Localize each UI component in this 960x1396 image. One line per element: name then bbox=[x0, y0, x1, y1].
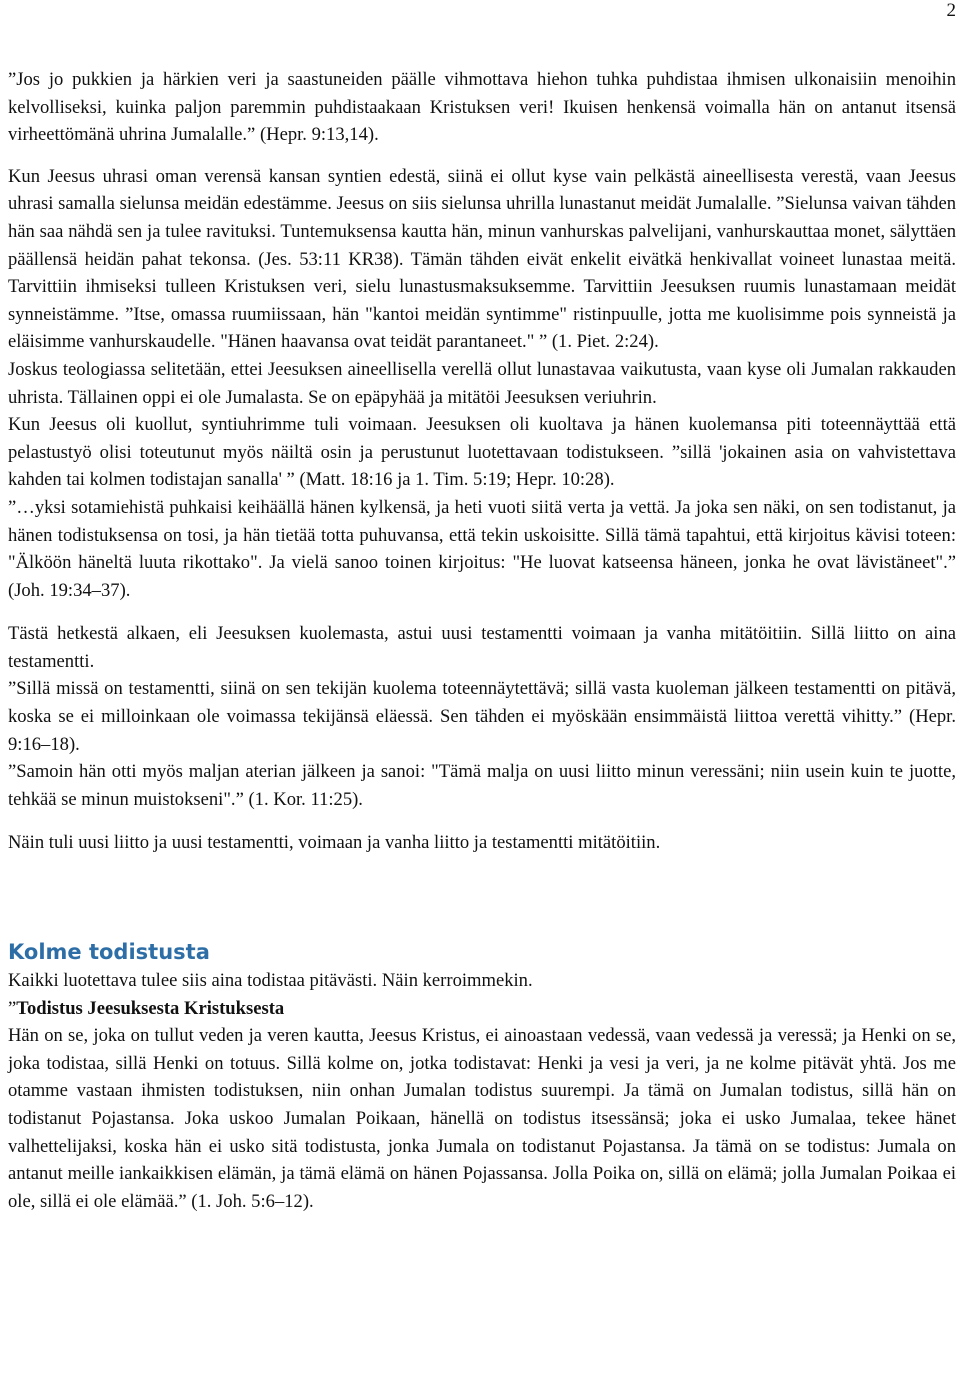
page-number: 2 bbox=[946, 0, 956, 21]
document-body bbox=[8, 66, 956, 1215]
paragraph-john-quote: ”…yksi sotamiehistä puhkaisi keihäällä hänen kylkensä, ja heti vuoti siitä verta ja vettä. Ja joka sen näki, on sen todistanut, ja hänen todistuksensa on tosi, ja hän tietää totta puhuvansa, että tekin uskoisitte. Sillä tämä tapahtui, että kirjoitus kävisi toteen: "Älköön häneltä luuta rikottako". Ja vielä sanoo toinen kirjoitus: "He luovat katseensa häneen, jonka he ovat lävistäneet".” (Joh. 19:34–37). bbox=[8, 496, 956, 601]
subheading-line bbox=[8, 995, 956, 1023]
paragraph-hebrews-quote: ”Jos jo pukkien ja härkien veri ja saastuneiden päälle vihmottava hiehon tuhka puhdistaa ihmisen ulkonaisiin menoihin kelvolliseksi, kuinka paljon paremmin puhdistaakaan Kristuksen veri! Ikuisen henkensä voimalla hän on antanut itsensä virheettömänä uhrina Jumalalle.” (Hepr. 9:13,14). bbox=[8, 69, 956, 146]
paragraph-death: Kun Jeesus oli kuollut, syntiuhrimme tuli voimaan. Jeesuksen oli kuoltava ja hänen kuolemansa piti toteennäyttää että pelastustyö olisi toteutunut myös näiltä osin ja perustunut luotettavaan todistukseen. ”sillä 'jokainen asia on vahvistettava kahden tai kolmen todistajan sanalla' ” (Matt. 18:16 ja 1. Tim. 5:19; Hepr. 10:28). bbox=[8, 414, 956, 491]
paragraph-sacrifice: Kun Jeesus uhrasi oman verensä kansan syntien edestä, siinä ei ollut kyse vain pelkästä aineellisesta verestä, vaan Jeesus uhrasi samalla sielunsa meidän edestämme. Jeesus on siis sielunsa uhrilla lunastanut meidät Jumalalle. ”Sielunsa vaivan tähden hän saa nähdä sen ja tulee ravituksi. Tuntemuksensa kautta hän, minun vanhurskas palvelijani, vanhurskauttaa monet, sälyttäen päällensä heidän pahat tekonsa. (Jes. 53:11 KR38). Tämän tähden eivät enkelit eivätkä henkivallat voineet lunastaa meitä. Tarvittiin ihmiseksi tulleen Kristuksen veri, sielu lunastusmaksuksemme. Tarvittiin Jeesuksen ruumis lunastamaan meidät synneistämme. ”Itse, omassa ruumiissaan, hän "kantoi meidän syntimme" ristinpuulle, jotta me kuolisimme pois synneistä ja eläisimme vanhurskaudelle. "Hänen haavansa ovat teidät parantaneet." ” (1. Piet. 2:24). bbox=[8, 165, 956, 353]
section-body: Hän on se, joka on tullut veden ja veren kautta, Jeesus Kristus, ei ainoastaan vedessä, vaan vedessä ja veressä; ja Henki on se, joka todistaa, sillä Henki on totuus. Sillä kolme on, jotka todistavat: Henki ja vesi ja veri, ja ne kolme pitävät yhtä. Jos me otamme vastaan ihmisten todistuksen, niin onhan Jumalan todistus suurempi. Ja tämä on Jumalan todistus, sillä hän on todistanut Pojastansa. Joka uskoo Jumalan Poikaan, hänellä on todistus itsessänsä; joka ei usko Jumalaa, tekee hänet valhettelijaksi, koska hän ei usko sitä todistusta, jonka Jumala on todistanut Pojastansa. Ja tämä on se todistus: Jumala on antanut meille iankaikkisen elämän, ja tämä elämä on hänen Pojassansa. Jolla Poika on, sillä on elämä; jolla Jumalan Poikaa ei ole, sillä ei ole elämää.” (1. Joh. 5:6–12). bbox=[8, 1025, 956, 1212]
section-heading: Kolme todistusta bbox=[8, 940, 210, 965]
paragraph-hebrews-testament: ”Sillä missä on testamentti, siinä on sen tekijän kuolema toteennäytettävä; sillä vasta kuoleman jälkeen testamentti on pitävä, koska se ei milloinkaan ole voimassa tekijänsä eläessä. Sen tähden ei myöskään ensimmäistä liittoa verettä vihitty.” (Hepr. 9:16–18). bbox=[8, 678, 956, 755]
paragraph-corinthians: ”Samoin hän otti myös maljan aterian jälkeen ja sanoi: "Tämä malja on uusi liitto minun veressäni; niin usein kuin te juotte, tehkää se minun muistokseni".” (1. Kor. 11:25). bbox=[8, 761, 956, 810]
subheading-quote-mark: ” bbox=[8, 997, 17, 1019]
section-intro: Kaikki luotettava tulee siis aina todistaa pitävästi. Näin kerroimmekin. bbox=[8, 970, 533, 992]
paragraph-theology: Joskus teologiassa selitetään, ettei Jeesuksen aineellisella verellä ollut lunastavaa vaikutusta, vaan kyse oli Jumalan rakkauden uhrista. Tällainen oppi ei ole Jumalasta. Se on epäpyhää ja mitätöi Jeesuksen veriuhrin. bbox=[8, 358, 956, 408]
paragraph-testament: Tästä hetkestä alkaen, eli Jeesuksen kuolemasta, astui uusi testamentti voimaan ja vanha mitätöitiin. Sillä liitto on aina testamentti. bbox=[8, 623, 956, 672]
section-subheading: Todistus Jeesuksesta Kristuksesta bbox=[16, 997, 285, 1019]
paragraph-conclusion: Näin tuli uusi liitto ja uusi testamentti, voimaan ja vanha liitto ja testamentti mitätöitiin. bbox=[8, 832, 661, 854]
